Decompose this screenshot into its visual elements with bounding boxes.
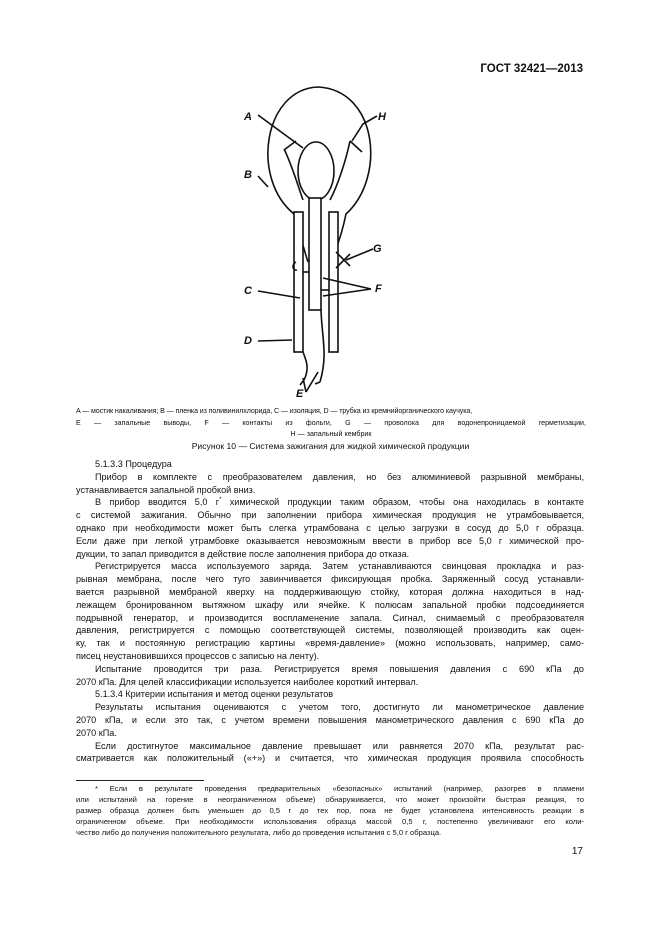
text-line: 2070 кПа. [76, 727, 117, 738]
page-number: 17 [571, 846, 583, 857]
label-B: B [244, 169, 252, 181]
text-line: с системой зажигания. Обычно при заполнении прибора химическая продукция не утрамбовывается, [76, 510, 584, 521]
text-line: устанавливается запальной пробкой вниз. [76, 484, 256, 495]
footnote-line: ограниченном объеме. При необходимости использования образца массой 0,5 г, постепенно увеличивают его коли- [76, 817, 584, 827]
text-line: рывная мембрана, после чего туго завинчивается фиксирующая пробка. Заряженный сосуд устанавли- [76, 574, 584, 585]
legend-line: H — запальный кембрик [290, 430, 372, 439]
text-line: однако при необходимости может быть слегка утрамбована с целью загрузки в сосуд до 5,0 г образца. [76, 522, 584, 533]
text-line: Результаты испытания оцениваются с учетом того, достигнуто ли манометрическое давление [95, 702, 584, 713]
label-F: F [375, 283, 382, 295]
footnote-line: * Если в результате проведения предварительных «безопасных» испытаний (например, разогрев в пламени [95, 784, 584, 793]
silicone-tube-right [329, 212, 338, 352]
text-line: Если достигнутое максимальное давление превышает или равняется 2070 кПа, результат рас- [95, 740, 584, 751]
label-D: D [244, 335, 252, 347]
text-line: вается разрывной мембраной кверху на поддерживающую стойку, которая должна находиться в над- [76, 586, 584, 597]
label-H: H [378, 111, 386, 123]
lead-wires [303, 310, 324, 382]
legend-line: A — мостик накаливания; B — пленка из поливинилхлорида, C — изоляция, D — трубка из кремнийорганического каучука, [76, 407, 473, 415]
legend-line: E — запальные выводы, F — контакты из фольги, G — проволока для водонепроницаемой герметизации, [76, 418, 586, 427]
text-line: ку, так и постоянную регистрацию картины «время-давление» (можно использовать, например, само- [76, 638, 584, 649]
figure-legend [76, 406, 586, 441]
footnote-line: или испытаний на горение в неограниченном объеме) обнаруживается, что может произойти быстрая реакция, то [76, 795, 584, 805]
ignition-system-figure [238, 84, 403, 404]
text-line: лежащем бронированном вытяжном шкафу или ячейке. К полюсам запальной пробки подсоединяется [76, 599, 584, 610]
body-text [76, 458, 584, 765]
text-line: 2070 кПа, и если это так, с учетом времени повышения манометрического давления с 690 кПа до [76, 714, 584, 725]
text-line: Прибор в комплекте с преобразователем давления, но без алюминиевой разрывной мембраны, [95, 471, 584, 482]
footnote [76, 783, 584, 838]
footnote-line: размер образца должен быть уменьшен до 0,5 г до тех пор, пока не будет установлена интенсивность реакции в [76, 806, 584, 816]
text-line: Регистрируется масса используемого заряда. Затем устанавливаются свинцовая прокладка и раз- [95, 561, 584, 572]
pvc-film-right [330, 141, 362, 200]
text-line: сматривается как положительный («+») и считается, что химическая продукция проявила способность [76, 753, 584, 764]
text-line: Если даже при легкой утрамбовке оказывается невозможным ввести в прибор все 5,0 г химической про- [76, 535, 584, 546]
section-heading: 5.1.3.3 Процедура [95, 459, 172, 469]
document-header: ГОСТ 32421—2013 [480, 63, 583, 75]
label-A: A [244, 111, 252, 123]
text-line: 2070 кПа. Для целей классификации используется наиболее короткий интервал. [76, 676, 419, 687]
text-line: давления, регистрируется с помощью соответствующей системы, позволяющей производить как оцен- [76, 625, 584, 636]
text-line: писец неустановившихся процессов с записью на ленту). [76, 650, 320, 661]
silicone-tube-left [294, 212, 303, 352]
bridge-wire [298, 142, 334, 200]
text-line: дукции, то запал приводится в действие после заполнения прибора до отказа. [76, 548, 410, 559]
footnote-marker[interactable]: * [219, 497, 222, 504]
label-G: G [373, 243, 382, 255]
figure-caption: Рисунок 10 — Система зажигания для жидкой химической продукции [191, 441, 470, 451]
label-C: C [244, 285, 252, 297]
insulation [309, 198, 321, 310]
section-heading: 5.1.3.4 Критерии испытания и метод оценки результатов [95, 689, 334, 700]
label-E: E [296, 388, 304, 400]
text-line: Испытание проводится три раза. Регистрируется время повышения давления с 690 кПа до [95, 663, 584, 674]
footnote-divider [76, 780, 204, 781]
footnote-line: чество либо до получения положительного результата, либо до проведения испытания с 5,0 г образца. [76, 828, 442, 838]
pvc-film [284, 141, 303, 200]
text-line: подрывной генератор, и производится воспламенение запала. Сигнал, снимаемый с преобразователя [76, 612, 584, 623]
text-line: В прибор вводится 5,0 г* химической продукции таким образом, чтобы она находилась в контакте [95, 497, 584, 508]
